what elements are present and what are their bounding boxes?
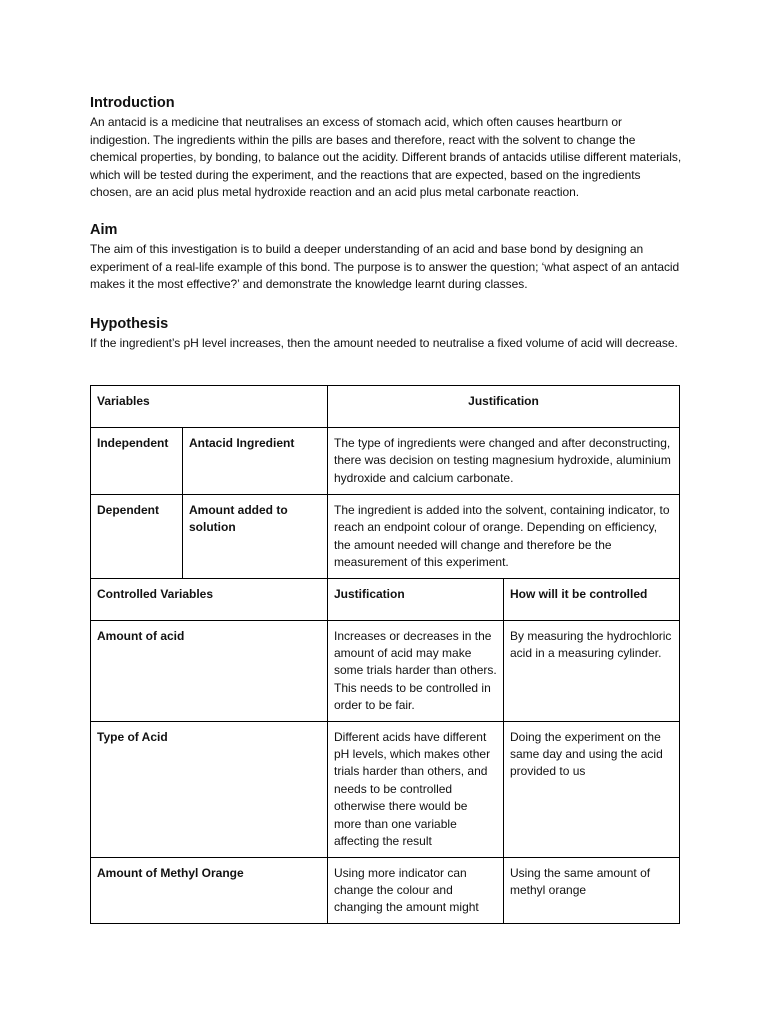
justification-header-cell: Justification [328, 386, 680, 428]
controlled-header-row [91, 578, 680, 620]
controlled-variable-how: Using the same amount of methyl orange [504, 857, 680, 923]
controlled-variable-justification: Increases or decreases in the amount of acid may make some trials harder than others. This needs to be controlled in order to be fair. [328, 620, 504, 721]
table-row [91, 721, 680, 857]
introduction-text: An antacid is a medicine that neutralises an excess of stomach acid, which often causes heartburn or indigestion. The ingredients within the pills are bases and therefore, react with the solvent to change the chemical properties, by bonding, to balance out the acidity. Different brands of antacids utilise different materials, which will be tested during the experiment, and the reactions that are expected, based on the ingredients chosen, are an acid plus metal hydroxide reaction and an acid plus metal carbonate reaction. [90, 115, 682, 200]
variables-header-cell: Variables [91, 386, 328, 428]
controlled-variable-how: Doing the experiment on the same day and using the acid provided to us [504, 721, 680, 857]
dependent-label: Dependent [91, 495, 183, 579]
controlled-variable-name: Amount of Methyl Orange [91, 857, 328, 923]
dependent-justification: The ingredient is added into the solvent, containing indicator, to reach an endpoint colour of orange. Depending on efficiency, the amount needed will change and therefore be the measurement of this experiment. [328, 495, 680, 579]
table-row [91, 857, 680, 923]
independent-variable: Antacid Ingredient [183, 428, 328, 495]
controlled-variable-justification: Using more indicator can change the colour and changing the amount might [328, 857, 504, 923]
controlled-variable-name: Type of Acid [91, 721, 328, 857]
independent-justification: The type of ingredients were changed and after deconstructing, there was decision on testing magnesium hydroxide, aluminium hydroxide and calcium carbonate. [328, 428, 680, 495]
controlled-variables-header: Controlled Variables [91, 578, 328, 620]
hypothesis-text: If the ingredient’s pH level increases, then the amount needed to neutralise a fixed volume of acid will decrease. [90, 335, 678, 350]
controlled-how-header: How will it be controlled [504, 578, 680, 620]
document-body [90, 94, 682, 352]
independent-row [91, 428, 680, 495]
hypothesis-heading: Hypothesis [90, 315, 169, 332]
aim-text: The aim of this investigation is to build a deeper understanding of an acid and base bond by designing an experiment of a real-life example of this bond. The purpose is to answer the question; ‘what aspect of an antacid makes it the most effective?’ and demonstrate the knowledge learnt during classes. [90, 241, 680, 292]
variables-table [90, 385, 680, 924]
controlled-variable-justification: Different acids have different pH levels, which makes other trials harder than others, and needs to be controlled otherwise there would be more than one variable affecting the result [328, 721, 504, 857]
aim-heading: Aim [90, 221, 118, 238]
controlled-justification-header: Justification [328, 578, 504, 620]
table-header-row [91, 386, 680, 428]
introduction-heading: Introduction [90, 95, 175, 111]
controlled-variable-name: Amount of acid [91, 620, 328, 721]
table-row [91, 620, 680, 721]
dependent-row [91, 495, 680, 579]
controlled-variable-how: By measuring the hydrochloric acid in a measuring cylinder. [504, 620, 680, 721]
independent-label: Independent [91, 428, 183, 495]
dependent-variable: Amount added to solution [183, 495, 328, 579]
